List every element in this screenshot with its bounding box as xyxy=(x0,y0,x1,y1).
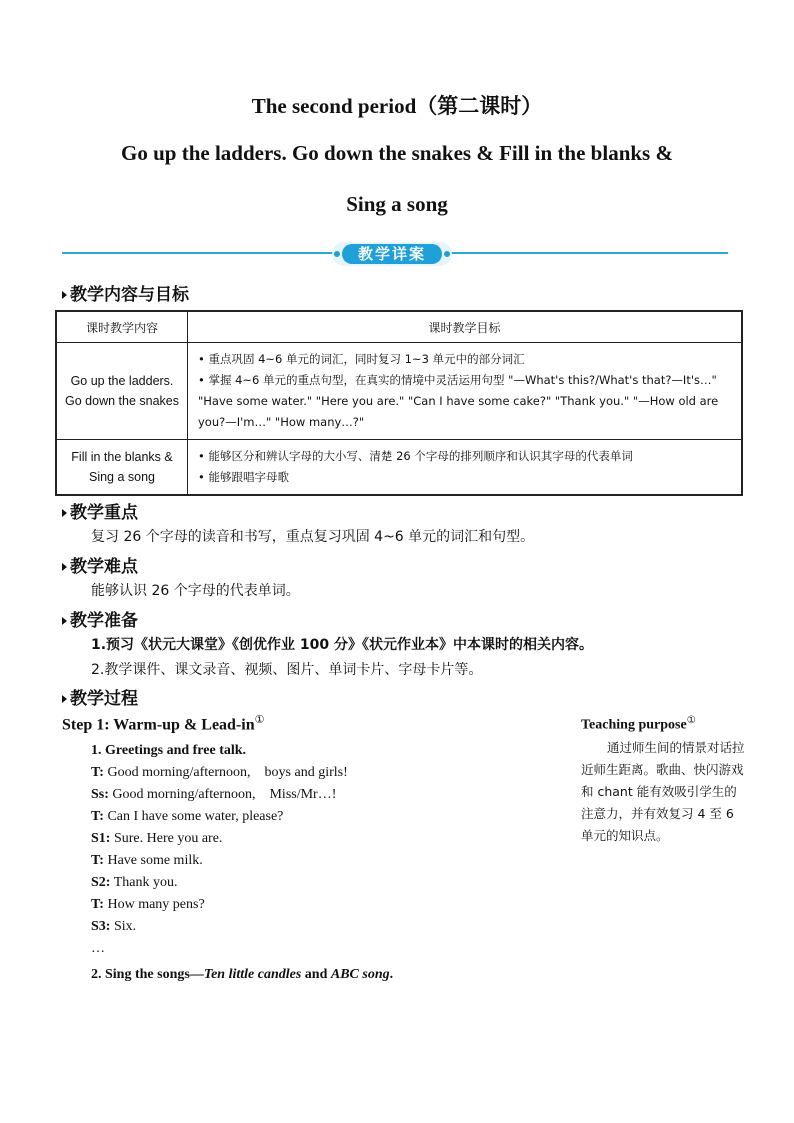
step-1-item-1: 1. Greetings and free talk. xyxy=(91,743,247,758)
page-subtitle-line2: Sing a song xyxy=(346,192,448,216)
goal-item: • 能够跟唱字母歌 xyxy=(198,470,289,484)
section-heading-process: 教学过程 xyxy=(62,684,138,709)
footnote-mark: ① xyxy=(686,715,696,726)
triangle-bullet-icon xyxy=(62,509,67,517)
dialogue-line: Ss: Good morning/afternoon, Miss/Mr…! xyxy=(91,787,337,802)
table-cell-content: Fill in the blanks & Sing a song xyxy=(56,440,188,496)
goal-item: • 重点巩固 4~6 单元的词汇，同时复习 1~3 单元中的部分词汇 xyxy=(198,352,525,366)
dot-icon xyxy=(334,251,340,257)
section-heading-key-points: 教学重点 xyxy=(62,498,138,523)
page-subtitle-line1: Go up the ladders. Go down the snakes & Fill in the blanks & xyxy=(121,141,673,165)
banner-label: 教学详案 xyxy=(342,244,442,264)
dot-icon xyxy=(444,251,450,257)
dialogue-line: S2: Thank you. xyxy=(91,875,178,890)
table-cell-goals xyxy=(188,440,743,496)
triangle-bullet-icon xyxy=(62,617,67,625)
dialogue xyxy=(91,762,348,960)
triangle-bullet-icon xyxy=(62,563,67,571)
goal-item: • 掌握 4~6 单元的重点句型，在真实的情境中灵活运用句型 "—What's this?/What's that?—It's…" "Have some water." "Here you are." "Can I have some cake?" "Thank you." "—How old are you?—I'm…" "How many…?" xyxy=(198,373,719,429)
table-header-cell: 课时教学目标 xyxy=(188,311,743,343)
table-header-cell: 课时教学内容 xyxy=(56,311,188,343)
step-1-heading: Step 1: Warm-up & Lead-in① xyxy=(62,714,265,734)
triangle-bullet-icon xyxy=(62,291,67,299)
table-row xyxy=(56,440,742,496)
step-1-item-2: 2. Sing the songs—Ten little candles and ABC song. xyxy=(91,967,394,982)
preparation-item-1: 1.预习《状元大课堂》《创优作业 100 分》《状元作业本》中本课时的相关内容。 xyxy=(91,637,594,653)
dialogue-line: S1: Sure. Here you are. xyxy=(91,831,223,846)
section-heading-content-goals: 教学内容与目标 xyxy=(62,280,189,305)
table-row xyxy=(56,343,742,440)
page-title: The second period（第二课时） xyxy=(251,94,543,118)
dialogue-line: T: How many pens? xyxy=(91,897,205,912)
goal-item: • 能够区分和辨认字母的大小写、清楚 26 个字母的排列顺序和认识其字母的代表单词 xyxy=(198,449,633,463)
table-cell-content: Go up the ladders. Go down the snakes xyxy=(56,343,188,440)
teaching-purpose-title: Teaching purpose① xyxy=(581,715,696,733)
section-heading-preparation: 教学准备 xyxy=(62,606,138,631)
section-banner xyxy=(332,242,452,266)
table-header-row xyxy=(56,311,742,343)
triangle-bullet-icon xyxy=(62,695,67,703)
objectives-table xyxy=(55,310,743,496)
section-heading-difficulties: 教学难点 xyxy=(62,552,138,577)
dialogue-line: S3: Six. xyxy=(91,919,137,934)
footnote-mark: ① xyxy=(254,714,265,726)
dialogue-line: T: Have some milk. xyxy=(91,853,203,868)
dialogue-line: T: Can I have some water, please? xyxy=(91,809,284,824)
preparation-item-2: 2.教学课件、课文录音、视频、图片、单词卡片、字母卡片等。 xyxy=(91,662,483,678)
teaching-purpose-text: 通过师生间的情景对话拉近师生距离。歌曲、快闪游戏和 chant 能有效吸引学生的注意力，并有效复习 4 至 6 单元的知识点。 xyxy=(581,740,745,843)
table-cell-goals xyxy=(188,343,743,440)
difficulties-text: 能够认识 26 个字母的代表单词。 xyxy=(91,583,300,599)
key-points-text: 复习 26 个字母的读音和书写，重点复习巩固 4~6 单元的词汇和句型。 xyxy=(91,529,535,545)
dialogue-line: T: Good morning/afternoon, boys and girls! xyxy=(91,765,348,780)
dialogue-ellipsis: … xyxy=(91,941,105,956)
